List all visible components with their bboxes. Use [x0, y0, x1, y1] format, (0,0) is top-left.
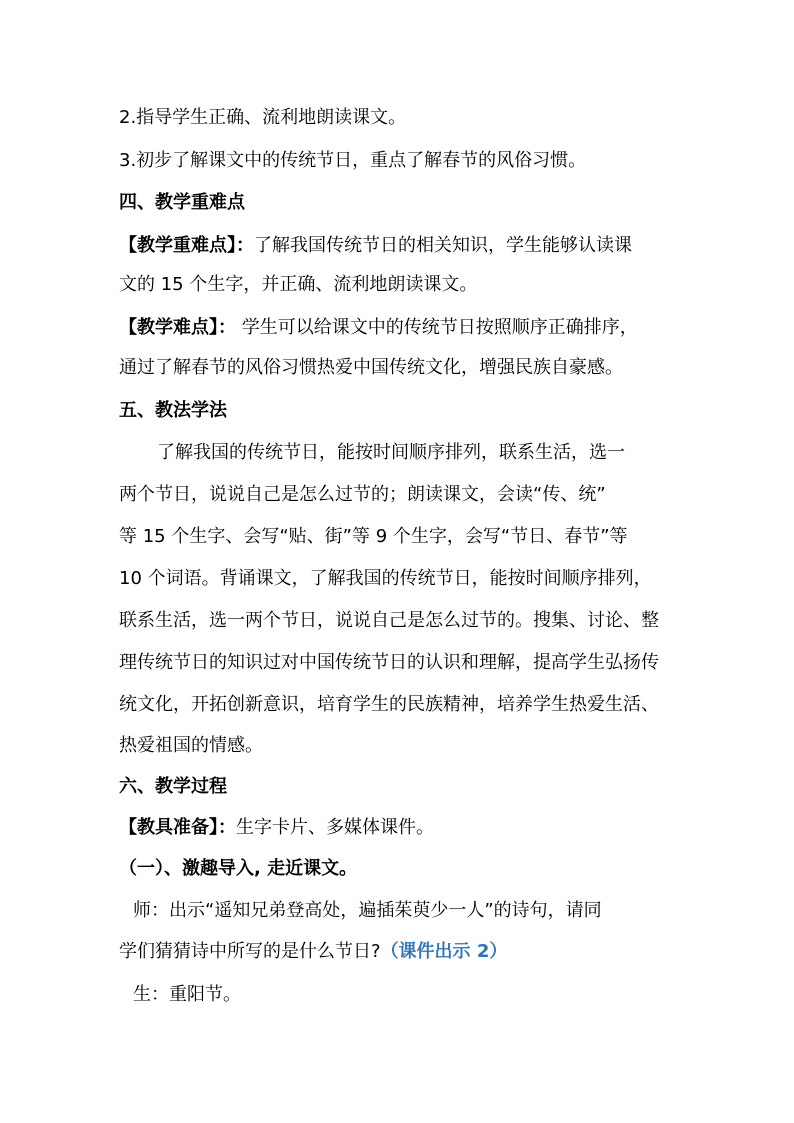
- difficult-points-text: 学生可以给课文中的传统节日按照顺序正确排序，: [236, 317, 638, 338]
- section-heading-process: 六、教学过程: [119, 776, 227, 797]
- methods-paragraph-line: 等 15 个生字、会写“贴、街”等 9 个生字，会写“节日、春节”等: [119, 526, 628, 547]
- student-answer: 生：重阳节。: [133, 984, 241, 1005]
- key-points-line-1: [119, 234, 632, 258]
- methods-paragraph-line: 理传统节日的知识过对中国传统节日的认识和理解，提高学生弘扬传: [119, 652, 659, 673]
- teacher-dialogue-line-2: [119, 940, 507, 964]
- key-points-text: 了解我国传统节日的相关知识，学生能够认读课: [254, 235, 632, 256]
- objective-item-2: 2.指导学生正确、流利地朗读课文。: [119, 107, 407, 128]
- courseware-note: （课件出示 2）: [380, 941, 508, 962]
- key-points-label: 【教学重难点】：: [119, 235, 254, 256]
- teaching-tools-label: 【教具准备】：: [119, 817, 236, 838]
- section-heading-methods: 五、教法学法: [119, 400, 227, 421]
- methods-paragraph-line: 10 个词语。背诵课文，了解我国的传统节日，能按时间顺序排列，: [119, 568, 652, 589]
- teacher-question: 学们猜猜诗中所写的是什么节日?: [119, 941, 381, 962]
- difficult-points-line-1: [119, 316, 638, 340]
- section-heading-key-points: 四、教学重难点: [119, 192, 245, 213]
- methods-paragraph-line: 两个节日，说说自己是怎么过节的；朗读课文，会读“传、统”: [119, 484, 606, 505]
- objective-item-3: 3.初步了解课文中的传统节日，重点了解春节的风俗习惯。: [119, 150, 587, 171]
- teaching-tools-line: [119, 816, 434, 840]
- subsection-heading-intro: （一）、激趣导入, 走近课文。: [119, 858, 358, 879]
- difficult-points-line-2: 通过了解春节的风俗习惯热爱中国传统文化，增强民族自豪感。: [119, 357, 623, 378]
- key-points-line-2: 文的 15 个生字，并正确、流利地朗读课文。: [119, 274, 478, 295]
- methods-paragraph-line: 热爱祖国的情感。: [119, 735, 263, 756]
- teaching-tools-text: 生字卡片、多媒体课件。: [236, 817, 434, 838]
- methods-paragraph-line: 了解我国的传统节日，能按时间顺序排列，联系生活，选一: [157, 442, 625, 463]
- methods-paragraph-line: 统文化，开拓创新意识，培育学生的民族精神，培养学生热爱生活、: [119, 694, 659, 715]
- difficult-points-label: 【教学难点】：: [119, 317, 236, 338]
- teacher-dialogue-line-1: 师：出示“遥知兄弟登高处，遍插茱萸少一人”的诗句，请同: [133, 900, 602, 921]
- methods-paragraph-line: 联系生活，选一两个节日，说说自己是怎么过节的。搜集、讨论、整: [119, 610, 659, 631]
